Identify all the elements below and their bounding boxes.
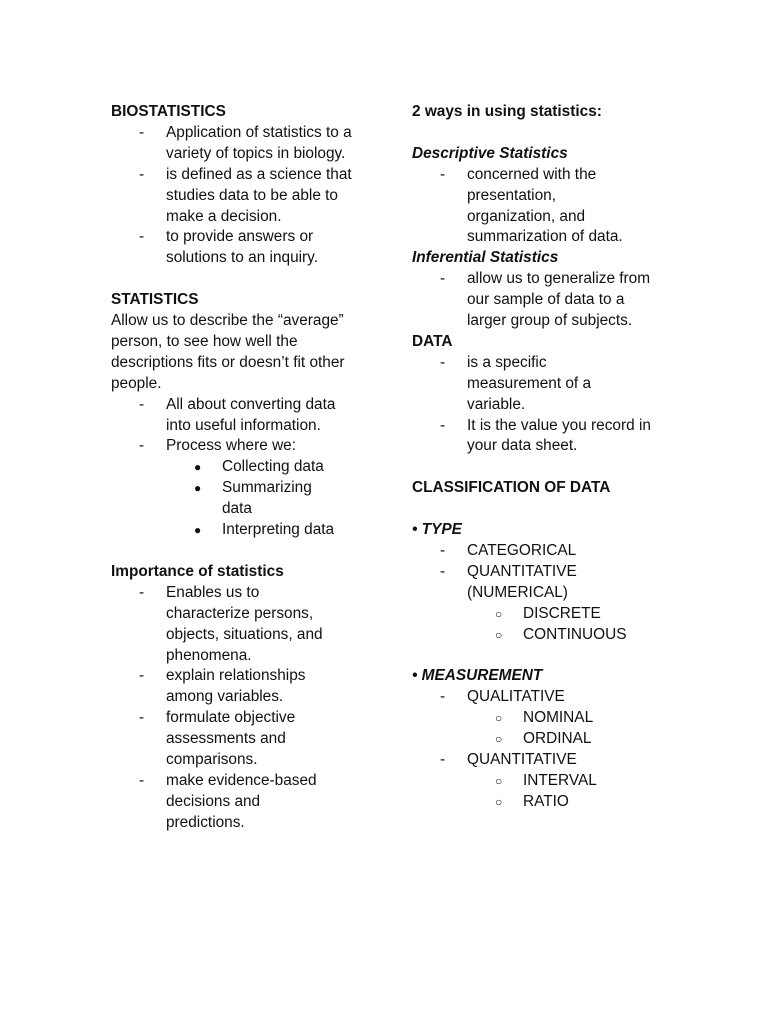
list-item xyxy=(412,687,682,708)
sub-list-item xyxy=(111,457,381,478)
dash-marker: - xyxy=(440,270,446,288)
list-item xyxy=(111,666,381,708)
sub-list-item xyxy=(412,792,682,813)
classification-heading: CLASSIFICATION OF DATA xyxy=(412,479,611,497)
list-item-text: Process where we: xyxy=(166,437,297,455)
sub-list-item xyxy=(412,771,682,792)
list-item-text: CATEGORICAL xyxy=(467,541,577,559)
sub-list-item-text: ORDINAL xyxy=(523,730,592,748)
spacer xyxy=(412,646,682,667)
list-item-text: Enables us to characterize persons, objects, situations, and phenomena. xyxy=(166,583,323,664)
list-item xyxy=(111,436,381,457)
list-item xyxy=(412,416,682,458)
sub-list-item-text: DISCRETE xyxy=(523,604,601,622)
list-item-text: explain relationships among variables. xyxy=(166,667,306,706)
dash-marker: - xyxy=(440,165,446,183)
list-item xyxy=(412,562,682,604)
importance-heading: Importance of statistics xyxy=(111,562,284,580)
list-item-text: is a specific measurement of a variable. xyxy=(467,353,592,413)
list-item-text: QUALITATIVE xyxy=(467,688,565,706)
list-item xyxy=(412,269,682,332)
left-column xyxy=(111,102,381,834)
statistics-heading: STATISTICS xyxy=(111,291,199,309)
circle-marker: ○ xyxy=(495,606,503,621)
list-item xyxy=(111,395,381,437)
statistics-paragraph: Allow us to describe the “average” person, to see how well the descriptions fits or doesn’t fit other people. xyxy=(111,312,345,392)
spacer xyxy=(412,457,682,478)
sub-list-item xyxy=(412,708,682,729)
dash-marker: - xyxy=(139,583,145,601)
list-item-text: All about converting data into useful information. xyxy=(166,395,336,434)
circle-marker: ○ xyxy=(495,794,503,809)
dash-marker: - xyxy=(440,688,446,706)
list-item-text: QUANTITATIVE (NUMERICAL) xyxy=(467,562,577,601)
list-item xyxy=(111,708,381,771)
list-item-text: It is the value you record in your data sheet. xyxy=(467,416,651,455)
sub-list-item-text: CONTINUOUS xyxy=(523,625,627,643)
sub-list-item-text: RATIO xyxy=(523,792,569,810)
type-heading: • TYPE xyxy=(412,521,462,539)
sub-list-item-text: Summarizing data xyxy=(222,479,312,518)
list-item xyxy=(412,541,682,562)
sub-list-item xyxy=(111,478,381,520)
dash-marker: - xyxy=(139,667,145,685)
ways-heading: 2 ways in using statistics: xyxy=(412,103,602,120)
list-item xyxy=(412,165,682,249)
sub-list-item xyxy=(111,520,381,541)
list-item-text: concerned with the presentation, organization, and summarization of data. xyxy=(467,165,623,246)
dash-marker: - xyxy=(440,562,446,580)
sub-list-item-text: Collecting data xyxy=(222,458,324,476)
dash-marker: - xyxy=(139,228,145,246)
circle-marker: ○ xyxy=(495,711,503,726)
list-item xyxy=(412,353,682,416)
descriptive-heading: Descriptive Statistics xyxy=(412,144,568,162)
list-item-text: Application of statistics to a variety of topics in biology. xyxy=(166,123,352,162)
list-item xyxy=(111,227,381,269)
bullet-marker: ● xyxy=(194,481,202,496)
circle-marker: ○ xyxy=(495,627,503,642)
sub-list-item-text: NOMINAL xyxy=(523,709,594,727)
sub-list-item xyxy=(412,625,682,646)
circle-marker: ○ xyxy=(495,773,503,788)
list-item xyxy=(111,123,381,165)
list-item-text: QUANTITATIVE xyxy=(467,751,577,769)
dash-marker: - xyxy=(139,437,145,455)
list-item-text: is defined as a science that studies data to be able to make a decision. xyxy=(166,165,352,225)
bullet-marker: ● xyxy=(194,523,202,538)
spacer xyxy=(111,269,381,290)
sub-list-item-text: INTERVAL xyxy=(523,771,597,789)
dash-marker: - xyxy=(440,353,446,371)
spacer xyxy=(412,499,682,520)
list-item xyxy=(111,165,381,228)
list-item xyxy=(111,771,381,834)
list-item-text: make evidence-based decisions and predictions. xyxy=(166,771,317,831)
circle-marker: ○ xyxy=(495,732,503,747)
dash-marker: - xyxy=(440,416,446,434)
spacer xyxy=(412,123,682,144)
dash-marker: - xyxy=(139,771,145,789)
list-item-text: allow us to generalize from our sample of data to a larger group of subjects. xyxy=(467,270,651,330)
list-item-text: formulate objective assessments and comparisons. xyxy=(166,709,296,769)
list-item xyxy=(412,750,682,771)
sub-list-item xyxy=(412,729,682,750)
biostatistics-heading: BIOSTATISTICS xyxy=(111,103,226,120)
dash-marker: - xyxy=(139,709,145,727)
list-item xyxy=(111,583,381,667)
measurement-heading: • MEASUREMENT xyxy=(412,667,543,685)
dash-marker: - xyxy=(139,123,145,141)
dash-marker: - xyxy=(440,541,446,559)
data-heading: DATA xyxy=(412,332,453,350)
bullet-marker: ● xyxy=(194,460,202,475)
dash-marker: - xyxy=(440,751,446,769)
inferential-heading: Inferential Statistics xyxy=(412,249,559,267)
sub-list-item xyxy=(412,604,682,625)
spacer xyxy=(111,541,381,562)
dash-marker: - xyxy=(139,165,145,183)
list-item-text: to provide answers or solutions to an inquiry. xyxy=(166,228,318,267)
sub-list-item-text: Interpreting data xyxy=(222,521,335,539)
right-column xyxy=(412,102,682,813)
dash-marker: - xyxy=(139,395,145,413)
